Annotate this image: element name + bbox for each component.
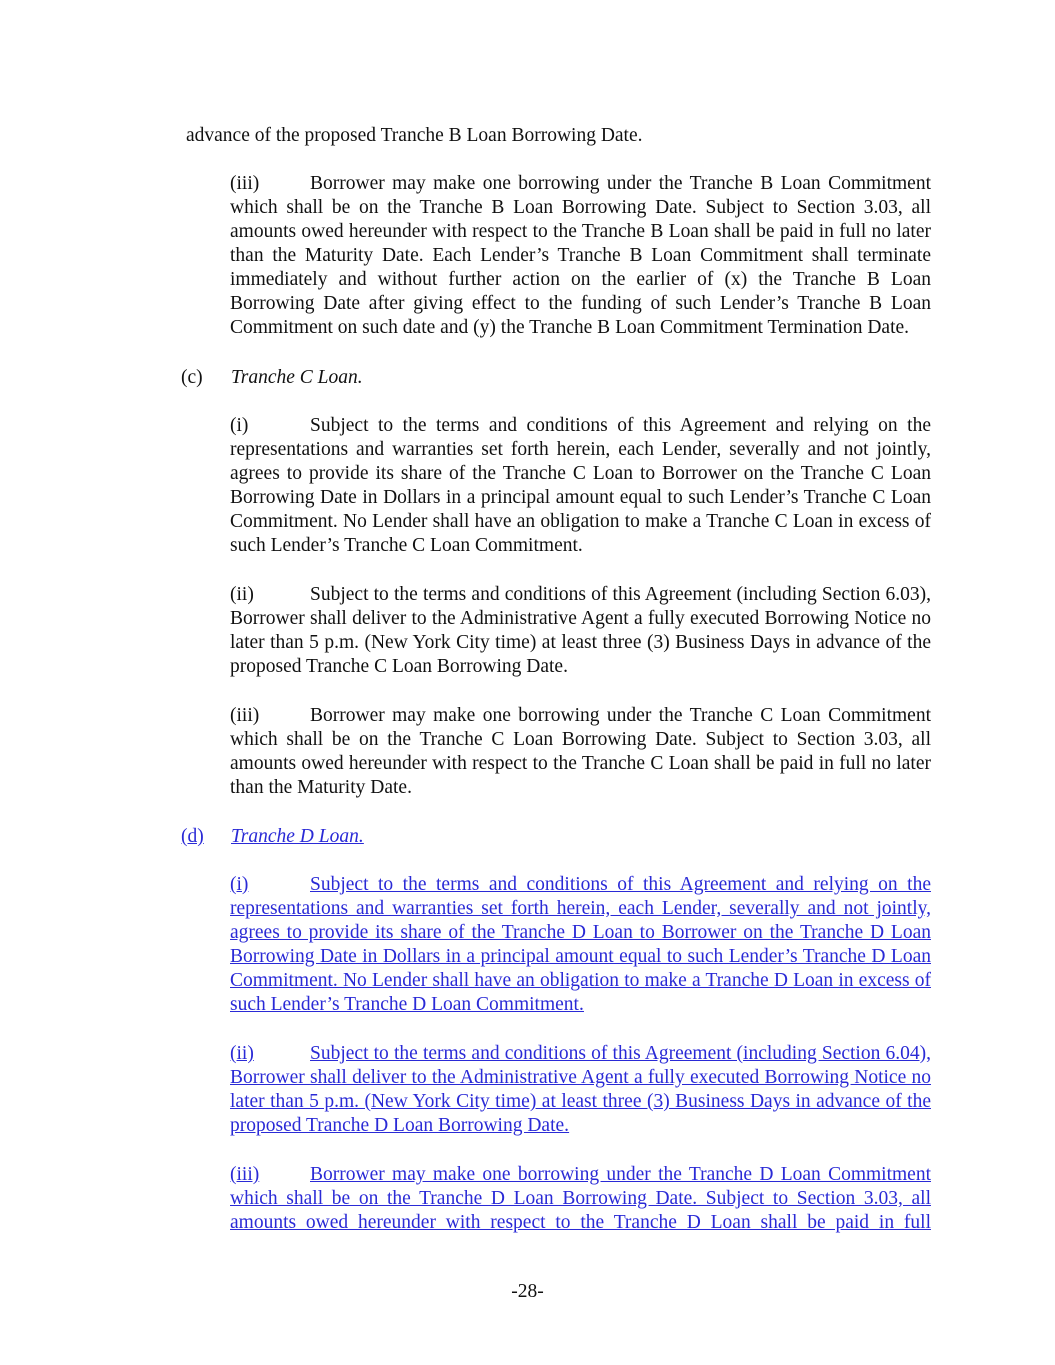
paragraph-continuation: advance of the proposed Tranche B Loan Borrowing Date. [186,125,643,146]
clause-text: Borrower may make one borrowing under the Tranche C Loan Commitment which shall be on the Tranche C Loan Borrowing Date. Subject to Section 3.03, all amounts owed hereunder with respect to the Tranche C Loan shall be paid in full no later than the Maturity Date. [230,705,931,798]
clause-text: Borrower may make one borrowing under the Tranche B Loan Commitment which shall be on the Tranche B Loan Borrowing Date. Subject to Section 3.03, all amounts owed hereunder with respect to the Tranche B Loan shall be paid in full no later than the Maturity Date. Each Lender’s Tranche B Loan Commitment shall terminate immediately and without further action on the earlier of (x) the Tranche B Loan Borrowing Date after giving effect to the funding of such Lender’s Tranche B Loan Commitment on such date and (y) the Tranche B Loan Commitment Termination Date. [230,173,931,338]
page-number: -28- [511,1281,544,1302]
clause-d-i [186,873,931,1017]
clause-text: Subject to the terms and conditions of this Agreement and relying on the representations and warranties set forth herein, each Lender, severally and not jointly, agrees to provide its share of the Tranche C Loan to Borrower on the Tranche C Loan Borrowing Date in Dollars in a principal amount equal to such Lender’s Tranche C Loan Commitment. No Lender shall have an obligation to make a Tranche C Loan in excess of such Lender’s Tranche C Loan Commitment. [230,415,931,556]
clause-text: Subject to the terms and conditions of this Agreement (including Section 6.04), Borrower shall deliver to the Administrative Agent a fully executed Borrowing Notice no later than 5 p.m. (New York City time) at least three (3) Business Days in advance of the proposed Tranche D Loan Borrowing Date. [230,1043,931,1136]
clause-text: Subject to the terms and conditions of this Agreement and relying on the representations and warranties set forth herein, each Lender, severally and not jointly, agrees to provide its share of the Tranche D Loan to Borrower on the Tranche D Loan Borrowing Date in Dollars in a principal amount equal to such Lender’s Tranche D Loan Commitment. No Lender shall have an obligation to make a Tranche D Loan in excess of such Lender’s Tranche D Loan Commitment. [230,874,931,1015]
clause-text: Subject to the terms and conditions of this Agreement (including Section 6.03), Borrower shall deliver to the Administrative Agent a fully executed Borrowing Notice no later than 5 p.m. (New York City time) at least three (3) Business Days in advance of the proposed Tranche C Loan Borrowing Date. [230,584,931,677]
clause-c-iii [186,704,931,800]
clause-b-iii [186,172,931,340]
section-label: (c) [181,367,203,388]
clause-c-ii [186,583,931,679]
section-title: Tranche D Loan. [231,826,364,847]
section-heading-d [124,825,364,849]
clause-c-i [186,414,931,558]
clause-number: (i) [230,874,249,895]
clause-text: Borrower may make one borrowing under the Tranche D Loan Commitment which shall be on the Tranche D Loan Borrowing Date. Subject to Section 3.03, all amounts owed hereunder with respect to the Tranche D Loan shall be paid in full [230,1164,931,1233]
clause-number: (i) [230,415,249,436]
section-title: Tranche C Loan. [231,367,363,388]
section-heading-c [181,366,363,390]
clause-d-ii [186,1042,931,1138]
section-label: (d) [181,826,204,847]
clause-number: (iii) [230,705,260,726]
clause-number: (ii) [230,1043,254,1064]
clause-number: (ii) [230,584,254,605]
clause-number: (iii) [230,173,260,194]
clause-number: (iii) [230,1164,260,1185]
clause-d-iii [186,1163,931,1235]
